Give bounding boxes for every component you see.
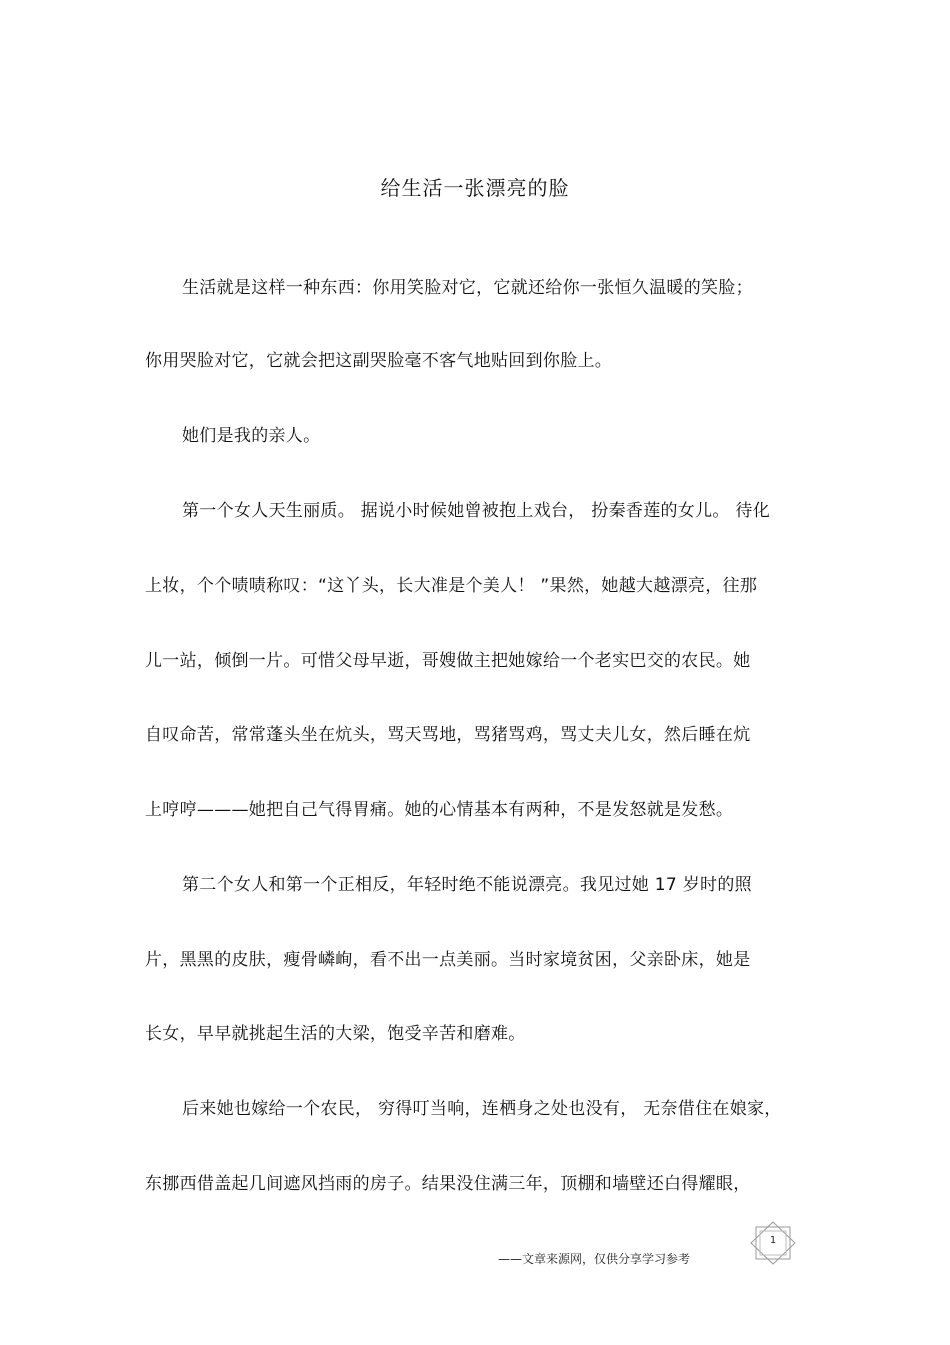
paragraph-line: 东挪西借盖起几间遮风挡雨的房子。结果没住满三年，顶棚和墙壁还白得耀眼， [145,1174,751,1194]
paragraph-line: 你用哭脸对它，它就会把这副哭脸毫不客气地贴回到你脸上。 [145,351,613,371]
paragraph-line: 片，黑黑的皮肤，瘦骨嶙峋，看不出一点美丽。当时家境贫困，父亲卧床，她是 [145,950,751,970]
paragraph-line: 她们是我的亲人。 [182,426,321,446]
document-title: 给生活一张漂亮的脸 [380,176,570,200]
paragraph-line: 自叹命苦，常常蓬头坐在炕头，骂天骂地，骂猪骂鸡，骂丈夫儿女，然后睡在炕 [145,725,751,745]
paragraph-line: 第一个女人天生丽质。 据说小时候她曾被抱上戏台， 扮秦香莲的女儿。 待化 [182,501,771,521]
paragraph-line: 生活就是这样一种东西：你用笑脸对它，它就还给你一张恒久温暖的笑脸； [182,278,753,298]
paragraph-line: 上妆，个个啧啧称叹：“这丫头，长大准是个美人！ ”果然，她越大越漂亮，往那 [145,576,758,596]
paragraph-line: 第二个女人和第一个正相反，年轻时绝不能说漂亮。我见过她 17 岁时的照 [182,875,752,895]
paragraph-line: 上哼哼———她把自己气得胃痛。她的心情基本有两种，不是发怒就是发愁。 [145,800,734,820]
page-number-badge [748,1221,798,1265]
source-note: ——文章来源网，仅供分享学习参考 [498,1252,691,1266]
paragraph-line: 后来她也嫁给一个农民， 穷得叮当响，连栖身之处也没有， 无奈借住在娘家， [182,1099,782,1119]
page-number: 1 [769,1235,777,1246]
paragraph-line: 儿一站，倾倒一片。可惜父母早逝，哥嫂做主把她嫁给一个老实巴交的农民。她 [145,651,751,671]
paragraph-line: 长女，早早就挑起生活的大梁，饱受辛苦和磨难。 [145,1024,526,1044]
